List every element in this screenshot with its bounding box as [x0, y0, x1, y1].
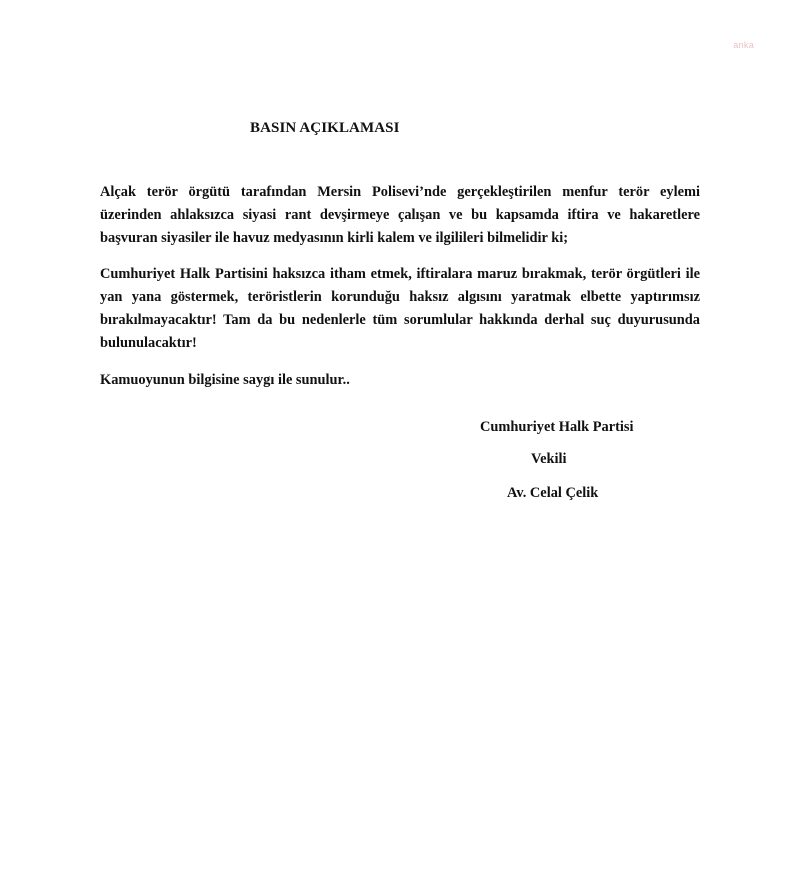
agency-watermark: anka: [733, 40, 754, 50]
document-title: BASIN AÇIKLAMASI: [250, 120, 400, 136]
paragraph-1: Alçak terör örgütü tarafından Mersin Polisevi’nde gerçekleştirilen menfur terör eylemi üzerinden ahlaksızca siyasi rant devşirmeye çalışan ve bu kapsamda iftira ve hakaretlere başvuran siyasiler ile havuz medyasının kirli kalem ve ilgilileri bilmelidir ki;: [100, 184, 700, 246]
closing-line: Kamuoyunun bilgisine saygı ile sunulur..: [100, 371, 350, 388]
statement-body: [100, 181, 700, 405]
signature-organization: Cumhuriyet Halk Partisi: [480, 419, 634, 435]
signature-name: Av. Celal Çelik: [507, 485, 599, 501]
paragraph-2: Cumhuriyet Halk Partisini haksızca itham etmek, iftiralara maruz bırakmak, terör örgütleri ile yan yana göstermek, teröristlerin korunduğu haksız algısını yaratmak elbette yaptırımsız bırakılmayacaktır! Tam da bu nedenlerle tüm sorumlular hakkında derhal suç duyurusunda bulunulacaktır!: [100, 266, 700, 351]
signature-role: Vekili: [531, 451, 567, 467]
